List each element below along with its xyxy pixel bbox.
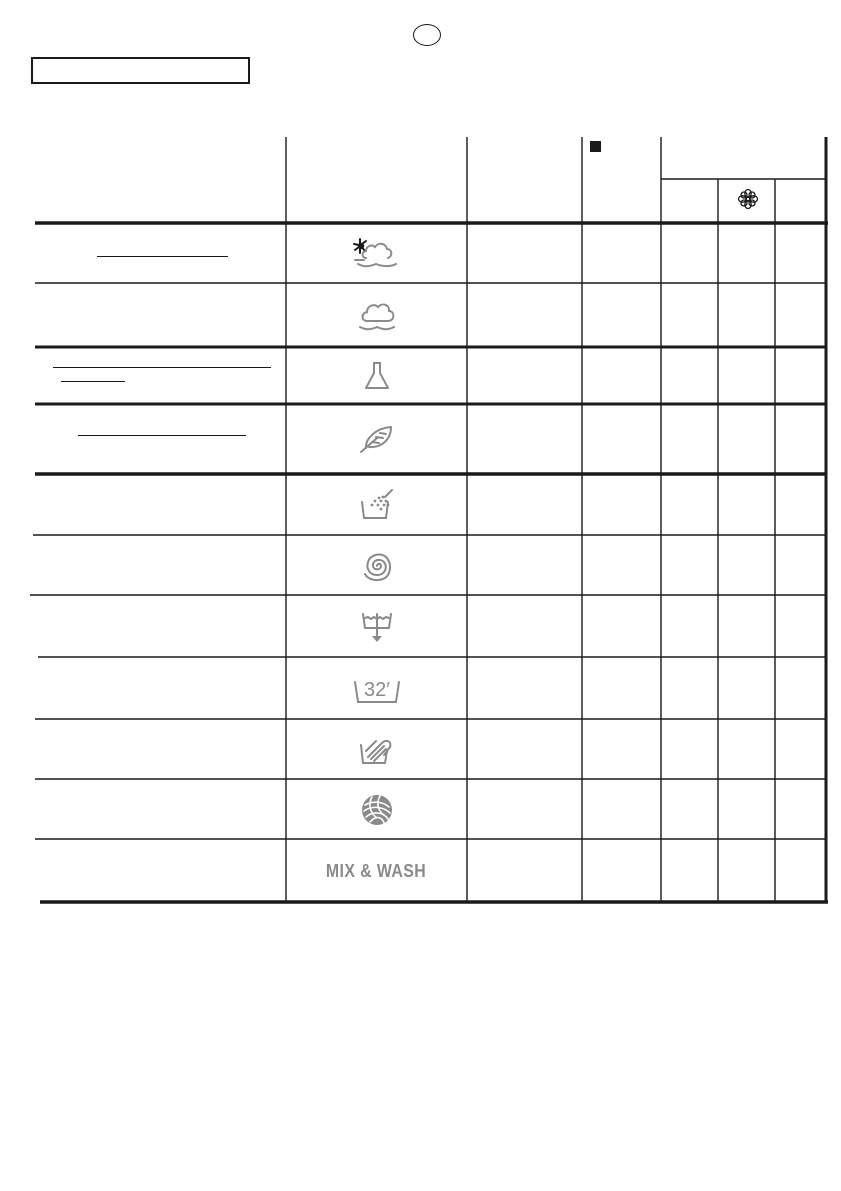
row-label-underline [78, 435, 246, 436]
row-label-underline [61, 381, 125, 382]
tub-32-icon [287, 658, 466, 719]
hand-wash-icon [287, 720, 466, 779]
flower-icon [737, 188, 759, 210]
spiral-icon [287, 536, 466, 595]
shower-tub-icon [287, 475, 466, 535]
filled-square-icon [590, 141, 601, 152]
wool-ball-icon [287, 780, 466, 839]
cloud-water-icon [287, 284, 466, 347]
feather-icon [287, 405, 466, 474]
row-label-underline [97, 256, 228, 257]
drain-tub-icon [287, 596, 466, 657]
flask-icon [287, 348, 466, 404]
mix-and-wash-label: MIX & WASH [326, 860, 427, 881]
mix-and-wash-label-cell [287, 840, 466, 902]
tub-32-label: 32′ [363, 678, 390, 701]
sun-cloud-water-icon [287, 224, 466, 283]
row-label-underline [53, 367, 271, 368]
